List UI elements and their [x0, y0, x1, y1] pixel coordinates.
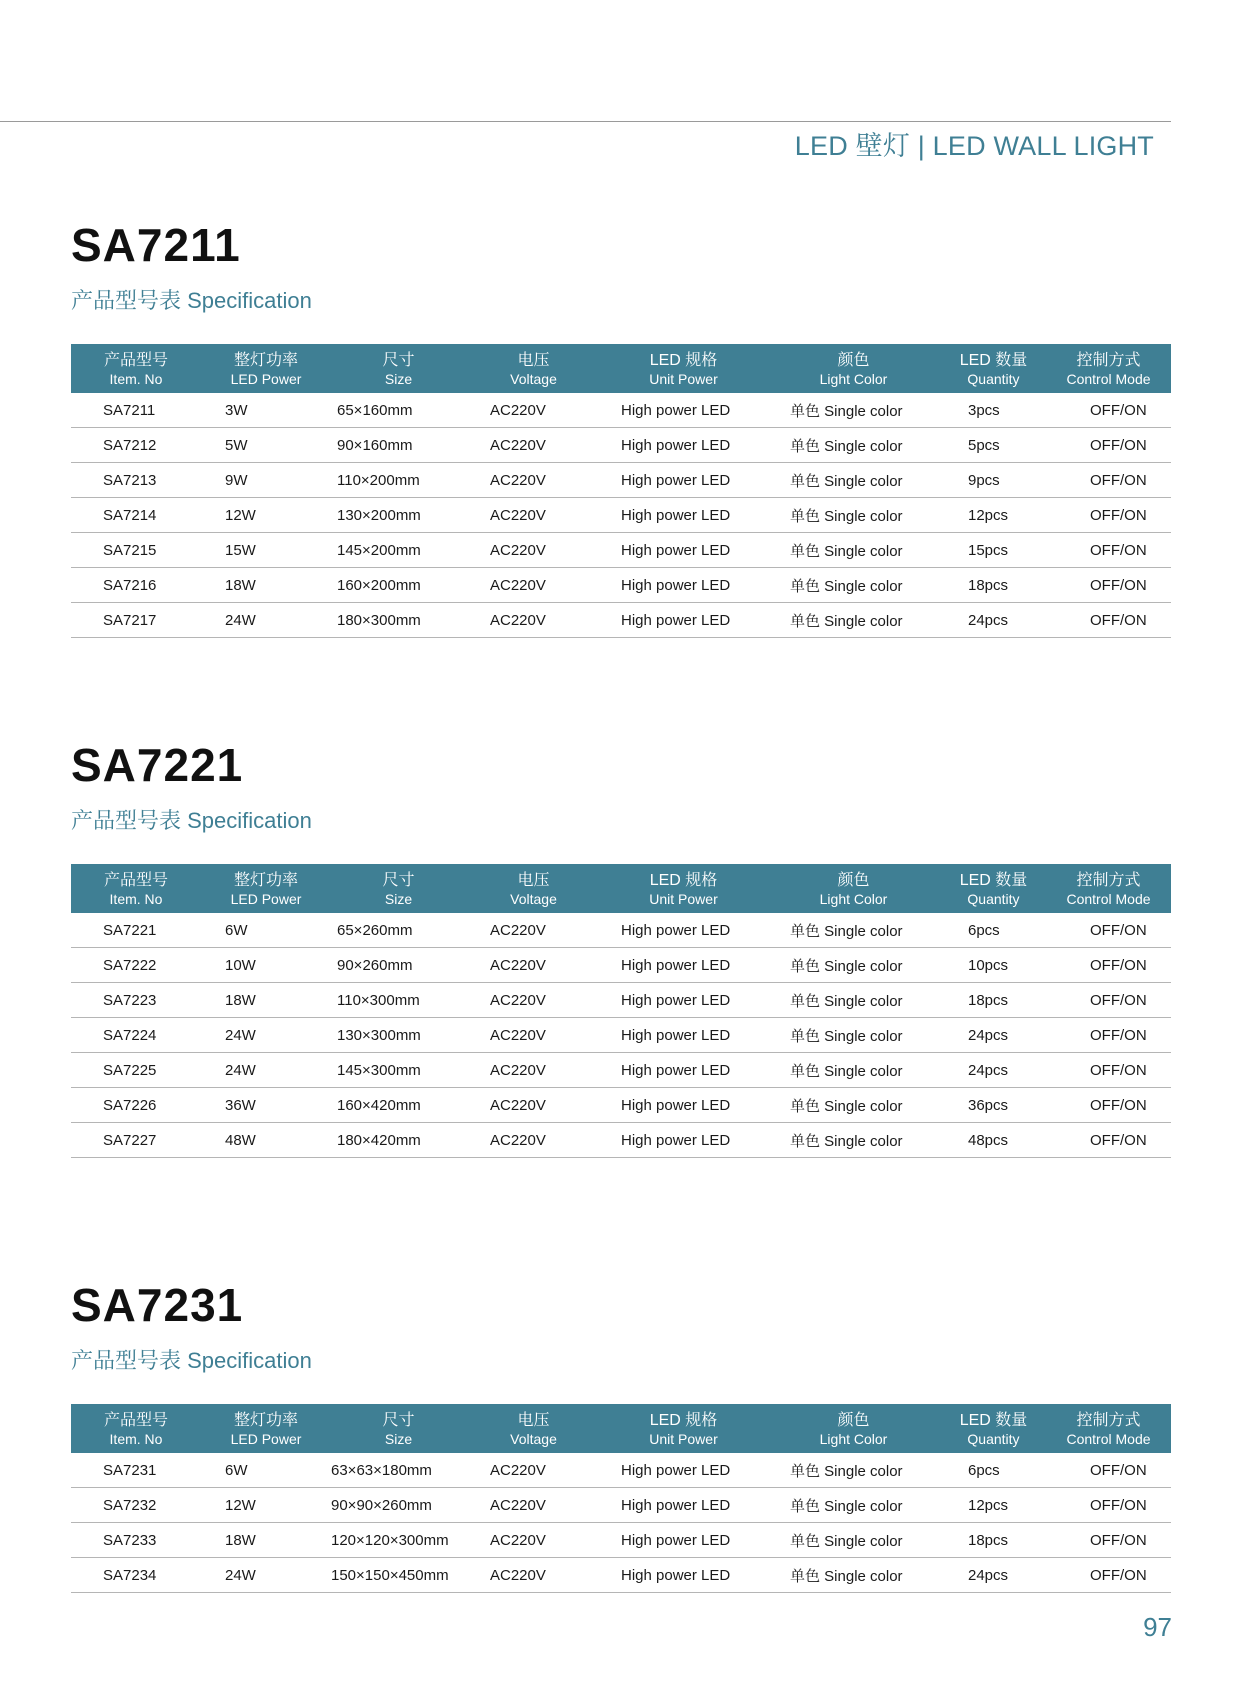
cell-quantity: 24pcs: [941, 1558, 1046, 1593]
table-row: [71, 1523, 1171, 1558]
column-header-zh: 控制方式: [1076, 872, 1141, 889]
cell-item-no: SA7221: [71, 913, 201, 948]
cell-led-power: 6W: [201, 913, 331, 948]
cell-size: 63×63×180mm: [331, 1453, 466, 1488]
cell-led-power: 24W: [201, 1018, 331, 1053]
column-header-unit-power: [601, 344, 766, 393]
cell-unit-power: High power LED: [601, 1453, 766, 1488]
cell-voltage: AC220V: [466, 463, 601, 498]
cell-item-no: SA7224: [71, 1018, 201, 1053]
column-header-unit-power: [601, 864, 766, 913]
cell-control-mode: OFF/ON: [1046, 948, 1171, 983]
column-header-zh: 尺寸: [382, 352, 415, 369]
spec-table: [71, 344, 1171, 638]
column-header-en: Size: [384, 371, 413, 387]
column-header-zh: 产品型号: [103, 1412, 168, 1429]
section-subtitle: 产品型号表 Specification: [71, 808, 312, 833]
cell-size: 180×420mm: [331, 1123, 466, 1158]
cell-control-mode: OFF/ON: [1046, 1523, 1171, 1558]
cell-item-no: SA7231: [71, 1453, 201, 1488]
section-title: SA7211: [71, 219, 241, 271]
cell-size: 65×160mm: [331, 393, 466, 428]
cell-control-mode: OFF/ON: [1046, 1488, 1171, 1523]
cell-light-color: 单色 Single color: [766, 1123, 941, 1158]
table-row: [71, 568, 1171, 603]
cell-control-mode: OFF/ON: [1046, 463, 1171, 498]
section-title: SA7221: [71, 739, 244, 791]
table-row: [71, 1558, 1171, 1593]
column-header-zh: LED 规格: [649, 352, 718, 369]
cell-control-mode: OFF/ON: [1046, 983, 1171, 1018]
column-header-en: Size: [384, 1431, 413, 1447]
cell-item-no: SA7225: [71, 1053, 201, 1088]
cell-voltage: AC220V: [466, 1523, 601, 1558]
cell-voltage: AC220V: [466, 428, 601, 463]
column-header-en: Unit Power: [649, 1431, 718, 1447]
column-header-zh: 电压: [517, 1412, 550, 1429]
cell-control-mode: OFF/ON: [1046, 603, 1171, 638]
column-header-en: Item. No: [109, 371, 163, 387]
table-row: [71, 1018, 1171, 1053]
cell-control-mode: OFF/ON: [1046, 393, 1171, 428]
header-rule: [0, 121, 1171, 122]
cell-quantity: 6pcs: [941, 913, 1046, 948]
cell-unit-power: High power LED: [601, 1018, 766, 1053]
cell-item-no: SA7216: [71, 568, 201, 603]
column-header-en: LED Power: [230, 1431, 302, 1447]
cell-size: 130×300mm: [331, 1018, 466, 1053]
cell-voltage: AC220V: [466, 1488, 601, 1523]
cell-led-power: 3W: [201, 393, 331, 428]
cell-voltage: AC220V: [466, 393, 601, 428]
column-header-zh: LED 规格: [649, 1412, 718, 1429]
cell-led-power: 36W: [201, 1088, 331, 1123]
cell-led-power: 10W: [201, 948, 331, 983]
column-header-zh: 产品型号: [103, 352, 168, 369]
cell-quantity: 15pcs: [941, 533, 1046, 568]
cell-light-color: 单色 Single color: [766, 913, 941, 948]
column-header-size: [331, 344, 466, 393]
cell-light-color: 单色 Single color: [766, 498, 941, 533]
column-header-item-no: [71, 864, 201, 913]
column-header-zh: LED 数量: [959, 352, 1028, 369]
cell-quantity: 5pcs: [941, 428, 1046, 463]
cell-control-mode: OFF/ON: [1046, 533, 1171, 568]
cell-quantity: 18pcs: [941, 568, 1046, 603]
cell-light-color: 单色 Single color: [766, 393, 941, 428]
cell-quantity: 6pcs: [941, 1453, 1046, 1488]
cell-control-mode: OFF/ON: [1046, 1453, 1171, 1488]
table-row: [71, 1088, 1171, 1123]
cell-unit-power: High power LED: [601, 1053, 766, 1088]
cell-size: 90×160mm: [331, 428, 466, 463]
table-row: [71, 393, 1171, 428]
column-header-zh: 整灯功率: [233, 352, 298, 369]
cell-size: 145×300mm: [331, 1053, 466, 1088]
cell-item-no: SA7233: [71, 1523, 201, 1558]
section-sa7221: [71, 739, 1171, 1150]
section-subtitle: 产品型号表 Specification: [71, 1348, 312, 1373]
column-header-zh: 颜色: [837, 872, 870, 889]
column-header-voltage: [466, 864, 601, 913]
cell-control-mode: OFF/ON: [1046, 498, 1171, 533]
column-header-item-no: [71, 1404, 201, 1453]
cell-unit-power: High power LED: [601, 498, 766, 533]
column-header-zh: 电压: [517, 352, 550, 369]
cell-light-color: 单色 Single color: [766, 1488, 941, 1523]
column-header-en: Voltage: [510, 371, 557, 387]
cell-item-no: SA7223: [71, 983, 201, 1018]
column-header-control-mode: [1046, 344, 1171, 393]
section-sa7211: [71, 219, 1171, 630]
cell-quantity: 9pcs: [941, 463, 1046, 498]
cell-unit-power: High power LED: [601, 1558, 766, 1593]
cell-item-no: SA7217: [71, 603, 201, 638]
cell-item-no: SA7234: [71, 1558, 201, 1593]
cell-quantity: 3pcs: [941, 393, 1046, 428]
table-header-row: [71, 864, 1171, 913]
table-row: [71, 533, 1171, 568]
cell-item-no: SA7214: [71, 498, 201, 533]
cell-led-power: 5W: [201, 428, 331, 463]
cell-quantity: 18pcs: [941, 1523, 1046, 1558]
cell-light-color: 单色 Single color: [766, 428, 941, 463]
cell-led-power: 24W: [201, 603, 331, 638]
cell-light-color: 单色 Single color: [766, 1053, 941, 1088]
column-header-en: Light Color: [819, 1431, 888, 1447]
column-header-en: Control Mode: [1066, 891, 1151, 907]
column-header-item-no: [71, 344, 201, 393]
cell-voltage: AC220V: [466, 983, 601, 1018]
table-header-row: [71, 1404, 1171, 1453]
cell-light-color: 单色 Single color: [766, 1523, 941, 1558]
cell-light-color: 单色 Single color: [766, 1453, 941, 1488]
cell-unit-power: High power LED: [601, 1488, 766, 1523]
cell-voltage: AC220V: [466, 1053, 601, 1088]
cell-control-mode: OFF/ON: [1046, 1053, 1171, 1088]
cell-light-color: 单色 Single color: [766, 463, 941, 498]
column-header-led-power: [201, 344, 331, 393]
cell-item-no: SA7211: [71, 393, 201, 428]
cell-item-no: SA7222: [71, 948, 201, 983]
column-header-zh: LED 数量: [959, 872, 1028, 889]
column-header-led-power: [201, 864, 331, 913]
column-header-zh: 控制方式: [1076, 352, 1141, 369]
cell-quantity: 48pcs: [941, 1123, 1046, 1158]
cell-unit-power: High power LED: [601, 568, 766, 603]
cell-unit-power: High power LED: [601, 983, 766, 1018]
cell-voltage: AC220V: [466, 1453, 601, 1488]
cell-size: 110×200mm: [331, 463, 466, 498]
cell-size: 110×300mm: [331, 983, 466, 1018]
cell-unit-power: High power LED: [601, 1088, 766, 1123]
cell-light-color: 单色 Single color: [766, 983, 941, 1018]
cell-led-power: 12W: [201, 498, 331, 533]
column-header-quantity: [941, 864, 1046, 913]
column-header-en: Unit Power: [649, 371, 718, 387]
cell-led-power: 12W: [201, 1488, 331, 1523]
cell-voltage: AC220V: [466, 1018, 601, 1053]
column-header-zh: 整灯功率: [233, 872, 298, 889]
cell-unit-power: High power LED: [601, 913, 766, 948]
cell-voltage: AC220V: [466, 1123, 601, 1158]
column-header-zh: LED 数量: [959, 1412, 1028, 1429]
table-row: [71, 1123, 1171, 1158]
cell-unit-power: High power LED: [601, 1123, 766, 1158]
section-title: SA7231: [71, 1279, 244, 1331]
column-header-zh: 尺寸: [382, 872, 415, 889]
cell-led-power: 18W: [201, 983, 331, 1018]
table-row: [71, 913, 1171, 948]
column-header-en: Quantity: [967, 1431, 1020, 1447]
column-header-en: Item. No: [109, 891, 163, 907]
column-header-zh: LED 规格: [649, 872, 718, 889]
table-row: [71, 603, 1171, 638]
cell-light-color: 单色 Single color: [766, 603, 941, 638]
cell-quantity: 24pcs: [941, 603, 1046, 638]
cell-voltage: AC220V: [466, 913, 601, 948]
column-header-en: Light Color: [819, 891, 888, 907]
header-title: LED 壁灯 | LED WALL LIGHT: [794, 131, 1154, 161]
cell-size: 160×200mm: [331, 568, 466, 603]
column-header-light-color: [766, 1404, 941, 1453]
column-header-en: Light Color: [819, 371, 888, 387]
cell-size: 65×260mm: [331, 913, 466, 948]
cell-unit-power: High power LED: [601, 533, 766, 568]
column-header-zh: 产品型号: [103, 872, 168, 889]
cell-item-no: SA7226: [71, 1088, 201, 1123]
cell-voltage: AC220V: [466, 568, 601, 603]
cell-light-color: 单色 Single color: [766, 533, 941, 568]
column-header-zh: 控制方式: [1076, 1412, 1141, 1429]
cell-control-mode: OFF/ON: [1046, 1088, 1171, 1123]
cell-led-power: 24W: [201, 1053, 331, 1088]
cell-unit-power: High power LED: [601, 393, 766, 428]
cell-unit-power: High power LED: [601, 1523, 766, 1558]
column-header-voltage: [466, 1404, 601, 1453]
column-header-unit-power: [601, 1404, 766, 1453]
column-header-size: [331, 1404, 466, 1453]
cell-quantity: 18pcs: [941, 983, 1046, 1018]
column-header-quantity: [941, 1404, 1046, 1453]
column-header-en: Unit Power: [649, 891, 718, 907]
column-header-en: LED Power: [230, 891, 302, 907]
cell-control-mode: OFF/ON: [1046, 568, 1171, 603]
column-header-en: Voltage: [510, 1431, 557, 1447]
column-header-en: Size: [384, 891, 413, 907]
column-header-control-mode: [1046, 1404, 1171, 1453]
cell-unit-power: High power LED: [601, 428, 766, 463]
cell-led-power: 9W: [201, 463, 331, 498]
cell-unit-power: High power LED: [601, 463, 766, 498]
cell-quantity: 12pcs: [941, 1488, 1046, 1523]
cell-size: 120×120×300mm: [331, 1523, 466, 1558]
table-row: [71, 428, 1171, 463]
table-row: [71, 983, 1171, 1018]
cell-item-no: SA7215: [71, 533, 201, 568]
cell-control-mode: OFF/ON: [1046, 913, 1171, 948]
cell-light-color: 单色 Single color: [766, 948, 941, 983]
cell-voltage: AC220V: [466, 948, 601, 983]
section-sa7231: [71, 1279, 1171, 1585]
column-header-en: Item. No: [109, 1431, 163, 1447]
cell-light-color: 单色 Single color: [766, 1088, 941, 1123]
cell-quantity: 12pcs: [941, 498, 1046, 533]
column-header-en: Control Mode: [1066, 371, 1151, 387]
cell-control-mode: OFF/ON: [1046, 1558, 1171, 1593]
cell-unit-power: High power LED: [601, 948, 766, 983]
column-header-en: Voltage: [510, 891, 557, 907]
cell-led-power: 24W: [201, 1558, 331, 1593]
cell-item-no: SA7227: [71, 1123, 201, 1158]
cell-light-color: 单色 Single color: [766, 568, 941, 603]
column-header-zh: 颜色: [837, 352, 870, 369]
table-row: [71, 1453, 1171, 1488]
table-row: [71, 463, 1171, 498]
cell-control-mode: OFF/ON: [1046, 1018, 1171, 1053]
cell-voltage: AC220V: [466, 1558, 601, 1593]
cell-led-power: 48W: [201, 1123, 331, 1158]
cell-size: 150×150×450mm: [331, 1558, 466, 1593]
cell-size: 90×260mm: [331, 948, 466, 983]
column-header-en: LED Power: [230, 371, 302, 387]
column-header-quantity: [941, 344, 1046, 393]
cell-quantity: 36pcs: [941, 1088, 1046, 1123]
table-row: [71, 498, 1171, 533]
column-header-zh: 尺寸: [382, 1412, 415, 1429]
cell-led-power: 15W: [201, 533, 331, 568]
column-header-light-color: [766, 344, 941, 393]
column-header-led-power: [201, 1404, 331, 1453]
column-header-size: [331, 864, 466, 913]
column-header-en: Control Mode: [1066, 1431, 1151, 1447]
cell-led-power: 18W: [201, 1523, 331, 1558]
column-header-zh: 电压: [517, 872, 550, 889]
cell-voltage: AC220V: [466, 1088, 601, 1123]
column-header-zh: 颜色: [837, 1412, 870, 1429]
cell-voltage: AC220V: [466, 533, 601, 568]
column-header-zh: 整灯功率: [233, 1412, 298, 1429]
cell-control-mode: OFF/ON: [1046, 1123, 1171, 1158]
column-header-en: Quantity: [967, 371, 1020, 387]
cell-quantity: 10pcs: [941, 948, 1046, 983]
cell-control-mode: OFF/ON: [1046, 428, 1171, 463]
cell-item-no: SA7212: [71, 428, 201, 463]
table-row: [71, 1488, 1171, 1523]
column-header-voltage: [466, 344, 601, 393]
cell-item-no: SA7213: [71, 463, 201, 498]
cell-size: 130×200mm: [331, 498, 466, 533]
cell-size: 180×300mm: [331, 603, 466, 638]
section-subtitle: 产品型号表 Specification: [71, 288, 312, 313]
spec-table: [71, 1404, 1171, 1593]
cell-quantity: 24pcs: [941, 1018, 1046, 1053]
table-row: [71, 948, 1171, 983]
column-header-en: Quantity: [967, 891, 1020, 907]
cell-light-color: 单色 Single color: [766, 1558, 941, 1593]
cell-light-color: 单色 Single color: [766, 1018, 941, 1053]
table-header-row: [71, 344, 1171, 393]
cell-size: 145×200mm: [331, 533, 466, 568]
cell-unit-power: High power LED: [601, 603, 766, 638]
cell-led-power: 6W: [201, 1453, 331, 1488]
page-number: 97: [1143, 1612, 1172, 1642]
cell-size: 160×420mm: [331, 1088, 466, 1123]
cell-quantity: 24pcs: [941, 1053, 1046, 1088]
column-header-control-mode: [1046, 864, 1171, 913]
cell-item-no: SA7232: [71, 1488, 201, 1523]
cell-voltage: AC220V: [466, 603, 601, 638]
column-header-light-color: [766, 864, 941, 913]
cell-size: 90×90×260mm: [331, 1488, 466, 1523]
cell-led-power: 18W: [201, 568, 331, 603]
spec-table: [71, 864, 1171, 1158]
cell-voltage: AC220V: [466, 498, 601, 533]
table-row: [71, 1053, 1171, 1088]
